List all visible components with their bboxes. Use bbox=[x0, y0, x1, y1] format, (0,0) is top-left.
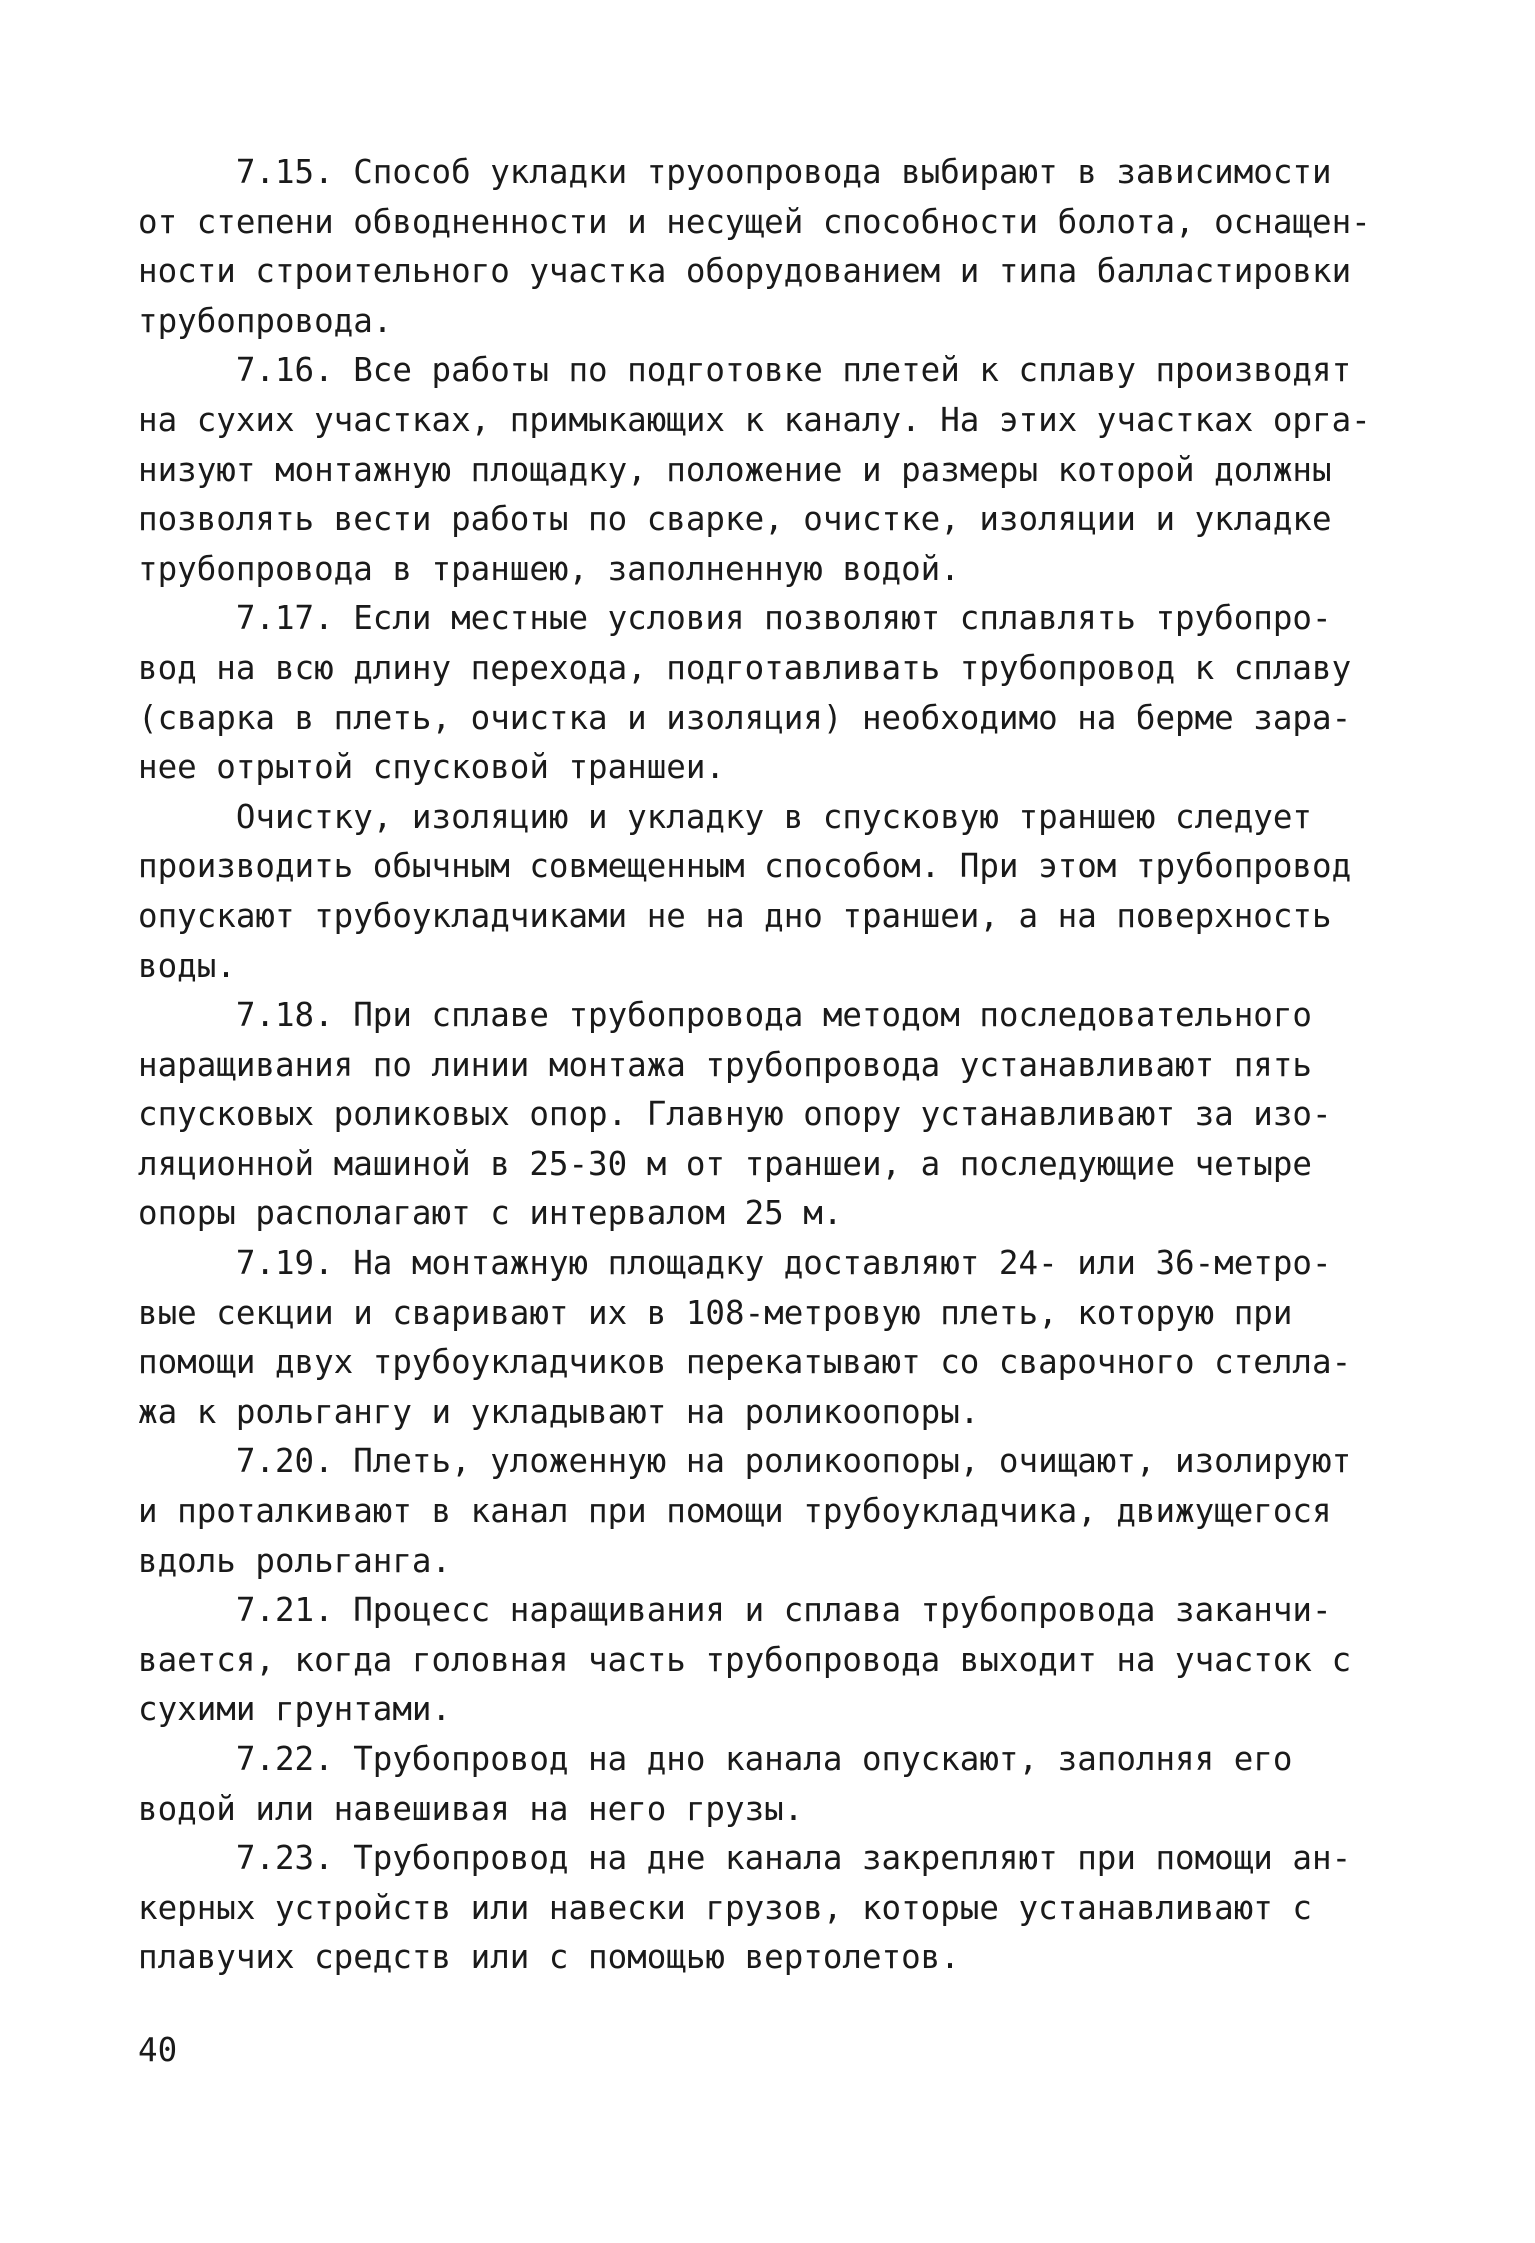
text-line: 7.16. Все работы по подготовке плетей к сплаву производят bbox=[138, 351, 1352, 390]
text-line: 7.19. На монтажную площадку доставляют 24- или 36-метро- bbox=[138, 1244, 1332, 1283]
text-line: низуют монтажную площадку, положение и размеры которой должны bbox=[138, 450, 1332, 489]
text-line: на сухих участках, примыкающих к каналу. На этих участках орга- bbox=[138, 400, 1371, 439]
text-line: водой или навешивая на него грузы. bbox=[138, 1789, 804, 1828]
text-line: и проталкивают в канал при помощи трубоукладчика, движущегося bbox=[138, 1492, 1332, 1531]
text-line: 7.23. Трубопровод на дне канала закрепляют при помощи ан- bbox=[138, 1839, 1352, 1878]
text-line: жа к рольгангу и укладывают на роликоопоры. bbox=[138, 1392, 980, 1431]
text-line: 7.17. Если местные условия позволяют сплавлять трубопро- bbox=[138, 599, 1332, 638]
text-line: плавучих средств или с помощью вертолетов. bbox=[138, 1938, 960, 1977]
text-line: 7.15. Способ укладки труоопровода выбирают в зависимости bbox=[138, 153, 1332, 191]
text-line: трубопровода. bbox=[138, 301, 393, 340]
text-line: 7.20. Плеть, уложенную на роликоопоры, очищают, изолируют bbox=[138, 1442, 1352, 1481]
text-line: нее отрытой спусковой траншеи. bbox=[138, 748, 725, 787]
page-number: 40 bbox=[138, 2031, 178, 2069]
text-line: 7.22. Трубопровод на дно канала опускают, заполняя его bbox=[138, 1740, 1293, 1778]
text-line: трубопровода в траншею, заполненную водой. bbox=[138, 549, 960, 588]
text-line: помощи двух трубоукладчиков перекатывают со сварочного стелла- bbox=[138, 1343, 1352, 1382]
text-line: Очистку, изоляцию и укладку в спусковую траншею следует bbox=[138, 797, 1312, 836]
text-line: вод на всю длину перехода, подготавливать трубопровод к сплаву bbox=[138, 648, 1352, 687]
text-line: опускают трубоукладчиками не на дно траншеи, а на поверхность bbox=[138, 896, 1332, 935]
text-line: (сварка в плеть, очистка и изоляция) необходимо на берме зара- bbox=[138, 698, 1352, 737]
text-line: 7.21. Процесс наращивания и сплава трубопровода заканчи- bbox=[138, 1591, 1332, 1630]
text-line: позволять вести работы по сварке, очистке, изоляции и укладке bbox=[138, 500, 1332, 539]
text-line: 7.18. При сплаве трубопровода методом последовательного bbox=[138, 996, 1312, 1035]
text-line: спусковых роликовых опор. Главную опору устанавливают за изо- bbox=[138, 1095, 1332, 1134]
text-line: ности строительного участка оборудованием и типа балластировки bbox=[138, 252, 1352, 291]
text-line: керных устройств или навески грузов, которые устанавливают с bbox=[138, 1888, 1312, 1927]
text-line: наращивания по линии монтажа трубопровода устанавливают пять bbox=[138, 1045, 1312, 1084]
document-body bbox=[138, 148, 1408, 1983]
text-line: воды. bbox=[138, 946, 236, 985]
text-line: вые секции и сваривают их в 108-метровую плеть, которую при bbox=[138, 1293, 1293, 1332]
text-line: от степени обводненности и несущей способности болота, оснащен- bbox=[138, 202, 1371, 241]
text-line: производить обычным совмещенным способом. При этом трубопровод bbox=[138, 847, 1352, 886]
text-line: сухими грунтами. bbox=[138, 1690, 452, 1729]
text-line: вается, когда головная часть трубопровода выходит на участок с bbox=[138, 1640, 1352, 1679]
text-line: опоры располагают с интервалом 25 м. bbox=[138, 1194, 843, 1233]
text-line: ляционной машиной в 25-30 м от траншеи, а последующие четыре bbox=[138, 1144, 1312, 1183]
text-line: вдоль рольганга. bbox=[138, 1541, 452, 1580]
